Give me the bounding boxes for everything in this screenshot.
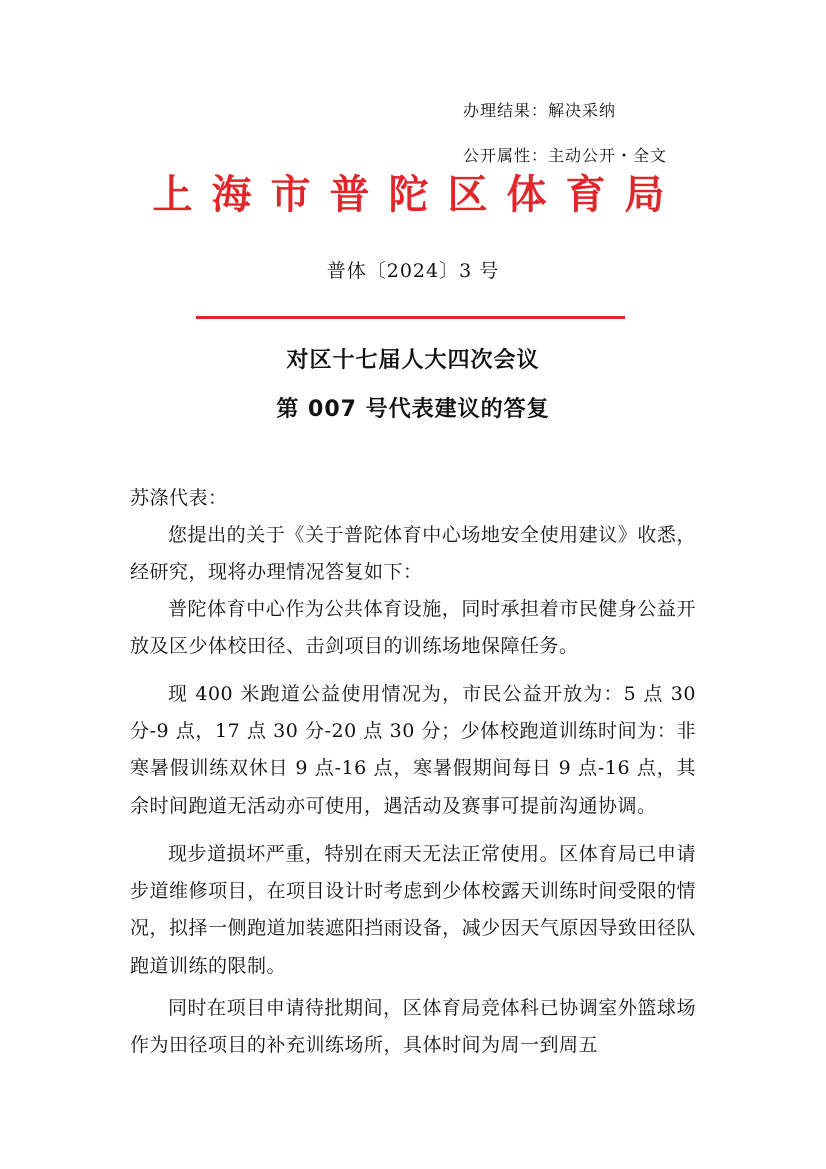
document-title-line-2: 第 007 号代表建议的答复 bbox=[276, 397, 550, 422]
document-number: 普体〔2024〕3 号 bbox=[326, 260, 500, 282]
handling-result-label: 办理结果：解决采纳 bbox=[463, 101, 617, 120]
body-paragraph: 现 400 米跑道公益使用情况为，市民公益开放为：5 点 30 分-9 点，17 点 30 分-20 点 30 分；少体校跑道训练时间为：非寒暑假训练双休日 9 点-16 点，寒暑假期间每日 9 点-16 点，其余时间跑道无活动亦可使用，遇活动及赛事可提前沟通协调。 bbox=[130, 683, 696, 817]
issuing-authority-heading: 上海市普陀区体育局 bbox=[152, 171, 684, 218]
red-divider-line bbox=[196, 316, 625, 319]
disclosure-attribute-label: 公开属性：主动公开・全文 bbox=[463, 146, 668, 165]
body-paragraph: 您提出的关于《关于普陀体育中心场地安全使用建议》收悉，经研究，现将办理情况答复如下： bbox=[130, 524, 696, 584]
body-paragraph: 普陀体育中心作为公共体育设施，同时承担着市民健身公益开放及区少体校田径、击剑项目的训练场地保障任务。 bbox=[130, 598, 696, 658]
body-paragraph: 现步道损坏严重，特别在雨天无法正常使用。区体育局已申请步道维修项目，在项目设计时考虑到少体校露天训练时间受限的情况，拟择一侧跑道加装遮阳挡雨设备，减少因天气原因导致田径队跑道训练的限制。 bbox=[130, 843, 696, 977]
salutation: 苏涤代表： bbox=[130, 487, 228, 509]
document-title-line-1: 对区十七届人大四次会议 bbox=[286, 348, 540, 373]
body-paragraph: 同时在项目申请待批期间，区体育局竞体科已协调室外篮球场作为田径项目的补充训练场所，具体时间为周一到周五 bbox=[130, 997, 696, 1057]
